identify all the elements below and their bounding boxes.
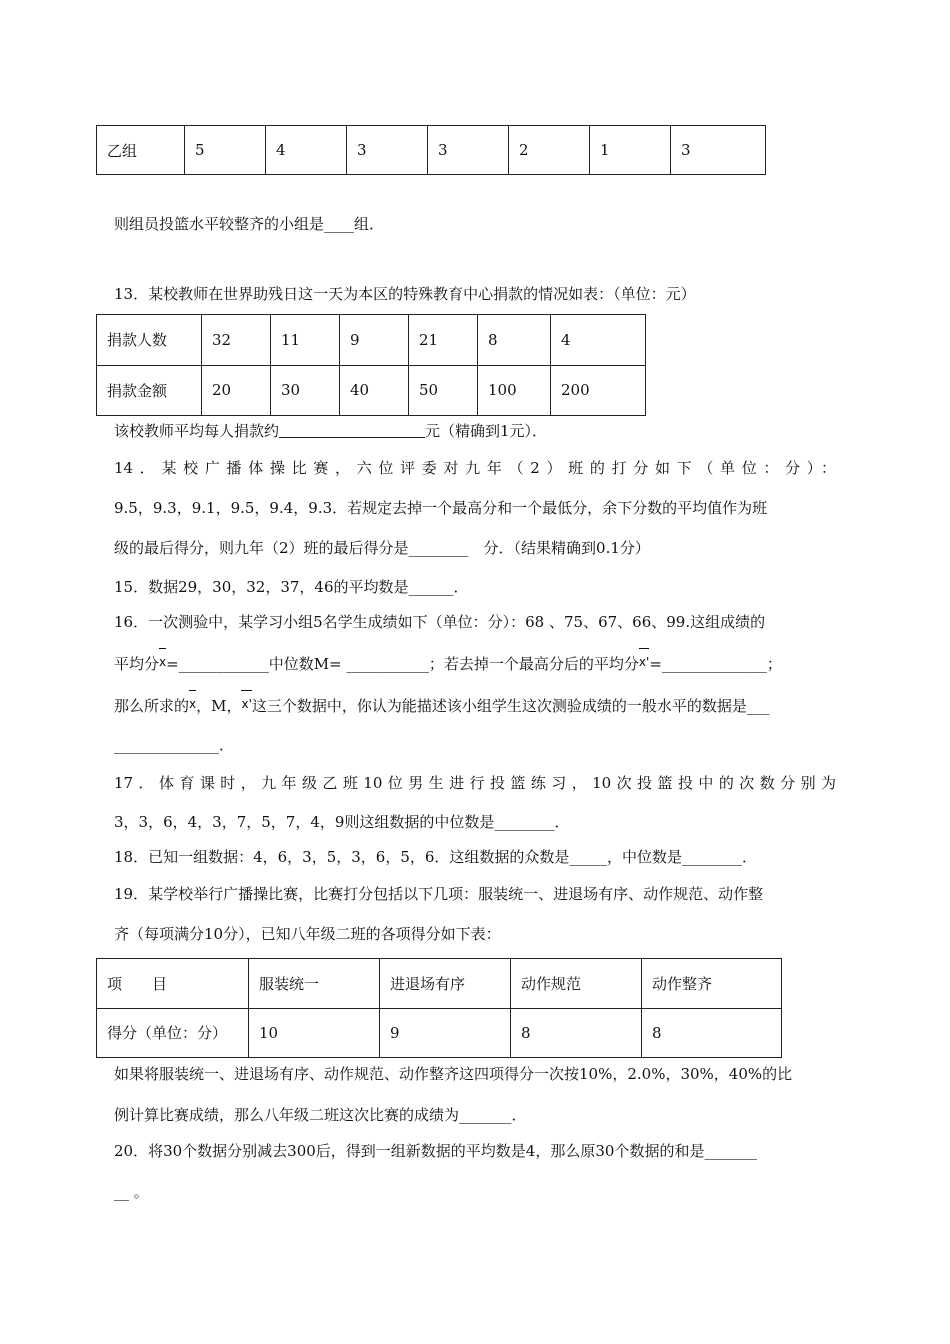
q19-answer-blank[interactable]: _______ bbox=[459, 1106, 512, 1124]
table-cell: 8 bbox=[478, 315, 551, 366]
q16-line3-a: 那么所求的 bbox=[114, 697, 190, 715]
q13-answer-pre: 该校教师平均每人捐款约 bbox=[114, 422, 280, 440]
q18-post: ． bbox=[741, 848, 757, 866]
q19-line4-pre: 例计算比赛成绩，那么八年级二班这次比赛的成绩为 bbox=[114, 1106, 460, 1124]
q19-line4 bbox=[114, 1104, 527, 1126]
q20-line1-pre: 20．将30个数据分别减去300后，得到一组新数据的平均数是4，那么原30个数据的和是 bbox=[114, 1142, 705, 1160]
q15-pre: 15．数据29，30，32，37，46的平均数是 bbox=[114, 578, 409, 596]
q13-answer-blank[interactable] bbox=[279, 421, 425, 438]
table-row bbox=[97, 365, 646, 416]
table-cell: 11 bbox=[271, 315, 340, 366]
q13-donation-table bbox=[96, 314, 646, 416]
table-cell: 4 bbox=[551, 315, 646, 366]
q18-pre: 18．已知一组数据：4，6，3，5，3，6，5，6．这组数据的众数是 bbox=[114, 848, 570, 866]
q14-line3-pre: 级的最后得分，则九年（2）班的最后得分是 bbox=[114, 539, 409, 557]
table-yi-group bbox=[96, 125, 766, 175]
q17-line2-pre: 3，3，6，4，3，7，5，7，4，9则这组数据的中位数是 bbox=[114, 813, 495, 831]
table-cell: 21 bbox=[409, 315, 478, 366]
table-cell: 32 bbox=[202, 315, 271, 366]
mean-xbar-symbol: x bbox=[159, 651, 166, 673]
q15-answer-blank[interactable]: ______ bbox=[408, 578, 454, 596]
q16-line3-b: ，M， bbox=[196, 697, 242, 715]
table-cell: 3 bbox=[347, 126, 428, 175]
q13-answer-post: 元（精确到1元）． bbox=[425, 422, 548, 440]
q16-line4 bbox=[114, 734, 234, 756]
mean-prime-symbol: x' bbox=[241, 693, 251, 715]
q18-line bbox=[114, 846, 757, 868]
q20-line2[interactable]: __ 。 bbox=[114, 1183, 149, 1201]
q16-line2-e: = bbox=[649, 655, 662, 673]
table-cell: 动作规范 bbox=[511, 959, 642, 1009]
table-cell: 进退场有序 bbox=[380, 959, 511, 1009]
q18-mid: ，中位数是 bbox=[606, 848, 682, 866]
table-cell: 2 bbox=[509, 126, 590, 175]
q16-mean-blank[interactable]: ____________ bbox=[178, 655, 269, 673]
table-cell: 捐款人数 bbox=[97, 315, 202, 366]
q16-line3 bbox=[114, 693, 769, 717]
q16-median-blank[interactable]: ___________ bbox=[346, 655, 429, 673]
q20-answer-blank[interactable]: _______ bbox=[704, 1142, 757, 1160]
table-row bbox=[97, 1008, 782, 1058]
q14-line3 bbox=[114, 537, 650, 559]
q16-line2-b: = bbox=[166, 655, 179, 673]
q12-tail: 则组员投篮水平较整齐的小组是____组． bbox=[114, 215, 385, 233]
q19-line1: 19．某学校举行广播操比赛，比赛打分包括以下几项：服装统一、进退场有序、动作规范、动作整 bbox=[114, 885, 764, 903]
q16-line2 bbox=[114, 651, 782, 675]
q19-line3: 如果将服装统一、进退场有序、动作规范、动作整齐这四项得分一次按10%，2.0%，30%，40%的比 bbox=[114, 1065, 793, 1083]
q20-line1 bbox=[114, 1140, 757, 1162]
table-cell: 9 bbox=[380, 1008, 511, 1058]
q18-median-blank[interactable]: ________ bbox=[681, 848, 742, 866]
mean-prime-symbol: x' bbox=[639, 651, 649, 673]
q16-line4-post: ． bbox=[219, 736, 235, 754]
table-cell: 50 bbox=[409, 365, 478, 416]
q14-line3-post: 分．（结果精确到0.1分） bbox=[468, 539, 650, 557]
q16-line2-f: ； bbox=[766, 655, 782, 673]
table-cell: 100 bbox=[478, 365, 551, 416]
q17-line2 bbox=[114, 811, 569, 833]
table-cell: 30 bbox=[271, 365, 340, 416]
table-cell: 3 bbox=[671, 126, 766, 175]
table-row bbox=[97, 315, 646, 366]
q16-line2-a: 平均分 bbox=[114, 655, 160, 673]
q13-text: 13．某校教师在世界助残日这一天为本区的特殊教育中心捐款的情况如表：（单位：元） bbox=[114, 285, 696, 303]
q16-line2-d: ；若去掉一个最高分后的平均分 bbox=[428, 655, 639, 673]
table-cell: 3 bbox=[428, 126, 509, 175]
q16-line1: 16．一次测验中，某学习小组5名学生成绩如下（单位：分）：68 、75、67、66、99.这组成绩的 bbox=[114, 613, 766, 631]
table-cell: 200 bbox=[551, 365, 646, 416]
table-cell: 5 bbox=[185, 126, 266, 175]
table-cell: 1 bbox=[590, 126, 671, 175]
q17-line2-post: ． bbox=[554, 813, 570, 831]
table-cell: 捐款金额 bbox=[97, 365, 202, 416]
q18-mode-blank[interactable]: _____ bbox=[569, 848, 607, 866]
table-cell: 8 bbox=[642, 1008, 782, 1058]
table-row bbox=[97, 126, 766, 175]
q14-answer-blank[interactable]: ________ bbox=[408, 539, 469, 557]
q14-line1: 14．某校广播体操比赛，六位评委对九年（2）班的打分如下（单位：分）： bbox=[114, 459, 836, 477]
q17-line1: 17．体育课时，九年级乙班10位男生进行投篮练习，10次投篮投中的次数分别为 bbox=[114, 774, 836, 792]
q16-answer-blank[interactable]: ___ bbox=[746, 697, 770, 715]
q16-line3-c: 这三个数据中，你认为能描述该小组学生这次测验成绩的一般水平的数据是 bbox=[251, 697, 747, 715]
table-cell: 乙组 bbox=[97, 126, 185, 175]
mean-xbar-symbol: x bbox=[189, 693, 196, 715]
table-cell: 动作整齐 bbox=[642, 959, 782, 1009]
q16-mean-prime-blank[interactable]: ______________ bbox=[661, 655, 767, 673]
table-cell: 服装统一 bbox=[249, 959, 380, 1009]
q15-post: ． bbox=[453, 578, 469, 596]
q15-line bbox=[114, 576, 469, 598]
table-cell: 得分（单位：分） bbox=[97, 1008, 249, 1058]
table-cell: 9 bbox=[340, 315, 409, 366]
table-cell: 10 bbox=[249, 1008, 380, 1058]
table-cell: 20 bbox=[202, 365, 271, 416]
q17-answer-blank[interactable]: ________ bbox=[494, 813, 555, 831]
table-cell: 40 bbox=[340, 365, 409, 416]
table-cell: 8 bbox=[511, 1008, 642, 1058]
q13-answer-line bbox=[114, 420, 547, 442]
q19-line2: 齐（每项满分10分），已知八年级二班的各项得分如下表： bbox=[114, 925, 501, 943]
q16-line2-c: 中位数M= bbox=[268, 655, 347, 673]
table-row bbox=[97, 959, 782, 1009]
table-cell: 项 目 bbox=[97, 959, 249, 1009]
q16-answer-blank-cont[interactable]: ______________ bbox=[114, 736, 219, 754]
table-cell: 4 bbox=[266, 126, 347, 175]
q19-score-table bbox=[96, 958, 782, 1058]
q14-line2: 9.5，9.3，9.1，9.5，9.4，9.3．若规定去掉一个最高分和一个最低分，余下分数的平均值作为班 bbox=[114, 499, 768, 517]
q19-line4-post: ． bbox=[511, 1106, 527, 1124]
